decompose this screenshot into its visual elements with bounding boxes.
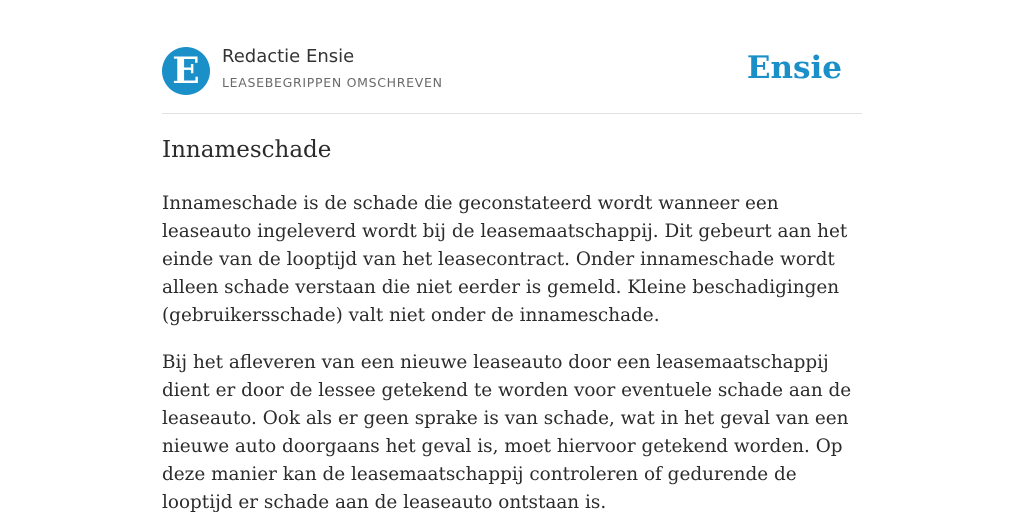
paragraph: Bij het afleveren van een nieuwe leaseauto door een leasemaatschappij dient er door de lessee getekend te worden voor eventuele schade aan de leaseauto. Ook als er geen sprake is van schade, wat in het geval van een nieuwe auto doorgaans het geval is, moet hiervoor getekend worden. Op deze manier kan de leasemaatschappij controleren of gedurende de looptijd er schade aan de leaseauto ontstaan is.	[162, 352, 852, 512]
header	[162, 46, 862, 96]
collection-subtitle[interactable]: LEASEBEGRIPPEN OMSCHREVEN	[222, 75, 443, 90]
brand-logo[interactable]: Ensie	[746, 50, 842, 86]
article-body	[162, 190, 867, 512]
paragraph: Innameschade is de schade die geconstateerd wordt wanneer een leaseauto ingeleverd wordt bij de leasemaatschappij. Dit gebeurt aan het einde van de looptijd van het leasecontract. Onder innameschade wordt alleen schade verstaan die niet eerder is gemeld. Kleine beschadigingen (gebruikersschade) valt niet onder de innameschade.	[162, 193, 848, 326]
author-name[interactable]: Redactie Ensie	[222, 46, 355, 67]
ensie-logo-icon[interactable]: E	[162, 47, 210, 95]
page-title: Innameschade	[162, 137, 332, 163]
header-divider	[162, 113, 862, 114]
